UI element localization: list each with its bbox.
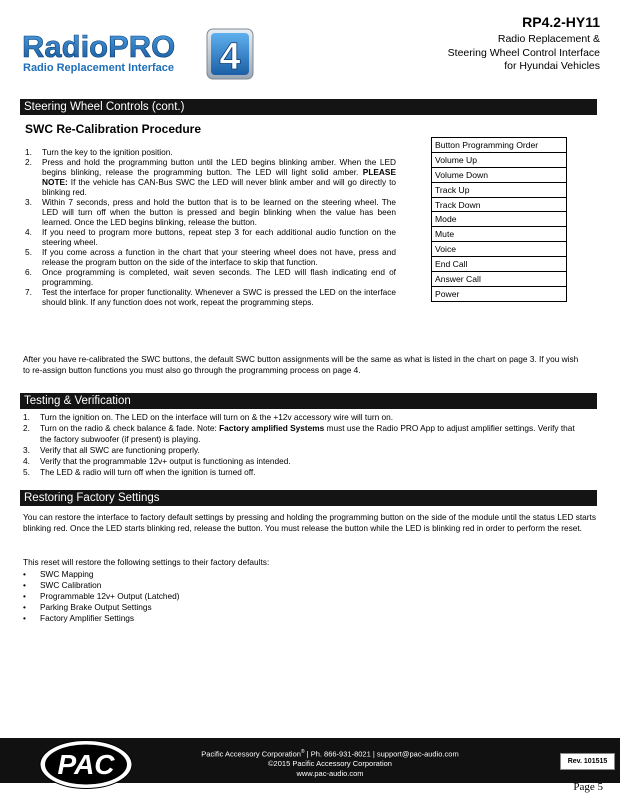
subtitle-line: for Hyundai Vehicles	[504, 60, 600, 72]
section-bar-restoring: Restoring Factory Settings	[20, 490, 597, 506]
restoring-list	[23, 569, 180, 624]
footer-copyright: ©2015 Pacific Accessory Corporation	[268, 759, 392, 768]
list-item: 3. Verify that all SWC are functioning properly.	[23, 445, 200, 455]
list-item: 4. Verify that the programmable 12v+ output is functioning as intended.	[23, 456, 291, 466]
svg-text:4: 4	[219, 36, 241, 78]
table-row: Volume Up	[432, 152, 567, 167]
svg-text:PAC: PAC	[57, 749, 115, 780]
list-item: 1. Turn the ignition on. The LED on the interface will turn on & the +12v accessory wire will turn on.	[23, 412, 394, 422]
list-item: 1. Turn the key to the ignition position.	[25, 147, 173, 157]
table-row: Mode	[432, 212, 567, 227]
document-subtitle	[448, 33, 600, 74]
section-bar-testing: Testing & Verification	[20, 393, 597, 409]
footer-text	[150, 748, 510, 778]
table-row: Voice	[432, 242, 567, 257]
svg-text:Radio Replacement Interface: Radio Replacement Interface	[23, 62, 174, 74]
section-bar-swc: Steering Wheel Controls (cont.)	[20, 99, 597, 115]
list-item: • Programmable 12v+ Output (Latched)	[23, 591, 180, 601]
list-item: 5. The LED & radio will turn off when the ignition is turned off.	[23, 467, 256, 477]
testing-steps	[23, 412, 583, 478]
footer-website: www.pac-audio.com	[296, 768, 364, 778]
list-item: 7. Test the interface for proper functionality. Whenever a SWC is pressed the LED on the interface should blink. If any function does not work, repeat the programming steps.	[25, 287, 396, 307]
table-row: Volume Down	[432, 167, 567, 182]
table-header: Button Programming Order	[432, 138, 567, 153]
table-row: Power	[432, 286, 567, 301]
list-item: • Factory Amplifier Settings	[23, 613, 135, 623]
list-item: 4. If you need to program more buttons, repeat step 3 for each additional audio function on the steering wheel.	[25, 227, 396, 247]
pac-logo	[38, 739, 134, 790]
list-item: 5. If you come across a function in the chart that your steering wheel does not have, press and release the program button on the side of the interface to skip that function.	[25, 247, 396, 267]
subtitle-line: Radio Replacement &	[497, 33, 600, 45]
list-item: • SWC Calibration	[23, 580, 102, 590]
document-title: RP4.2-HY11	[522, 14, 600, 30]
list-item: 2. Press and hold the programming button until the LED begins blinking amber. When the LED begins blinking, release the programming button. The LED will light solid amber. PLEASE NOTE: If the vehicle has CAN-Bus SWC the LED will never blink amber and will go directly to blinking red.	[25, 157, 396, 197]
table-row: Mute	[432, 227, 567, 242]
list-item: • SWC Mapping	[23, 569, 94, 579]
page-number: Page 5	[573, 781, 603, 793]
list-item: 2. Turn on the radio & check balance & fade. Note: Factory amplified Systems must use the Radio PRO App to adjust amplifier settings. Verify that the factory subwoofer (if present) is playing.	[23, 423, 575, 444]
button-programming-order-table	[431, 137, 567, 302]
recalibration-steps	[25, 147, 396, 307]
subheading-swc-recalibration: SWC Re-Calibration Procedure	[25, 122, 202, 136]
restoring-intro: This reset will restore the following settings to their factory defaults:	[23, 557, 270, 567]
recalibration-note: After you have re-calibrated the SWC buttons, the default SWC button assignments will be the same as what is listed in the chart on page 3. If you wish to re-assign button functions you must also go through the programming process on page 4.	[23, 354, 579, 375]
list-item: 6. Once programming is completed, wait seven seconds. The LED will flash indicating end of programming.	[25, 267, 396, 287]
svg-text:RadioPRO: RadioPRO	[22, 29, 176, 64]
table-row: Track Down	[432, 197, 567, 212]
subtitle-line: Steering Wheel Control Interface	[447, 46, 600, 59]
restoring-paragraph: You can restore the interface to factory default settings by pressing and holding the programming button on the side of the module until the status LED starts blinking red. Once the LED starts blinking red, release the button. You must release the button while the LED is blinking red in order to perform the reset.	[23, 512, 596, 533]
list-item: • Parking Brake Output Settings	[23, 602, 152, 612]
revision-badge: Rev. 101515	[560, 753, 615, 770]
list-item: 3. Within 7 seconds, press and hold the button that is to be learned on the steering wheel. The LED will turn off when the button is pressed and begin blinking when the value has been learned. Once the LED begins blinking, release the button.	[25, 197, 396, 227]
footer-contact-line: Pacific Accessory Corporation® | Ph. 866-931-8021 | support@pac-audio.com	[201, 749, 459, 759]
table-row: Track Up	[432, 182, 567, 197]
table-row: End Call	[432, 257, 567, 272]
radiopro-logo	[22, 28, 260, 84]
table-row: Answer Call	[432, 272, 567, 287]
